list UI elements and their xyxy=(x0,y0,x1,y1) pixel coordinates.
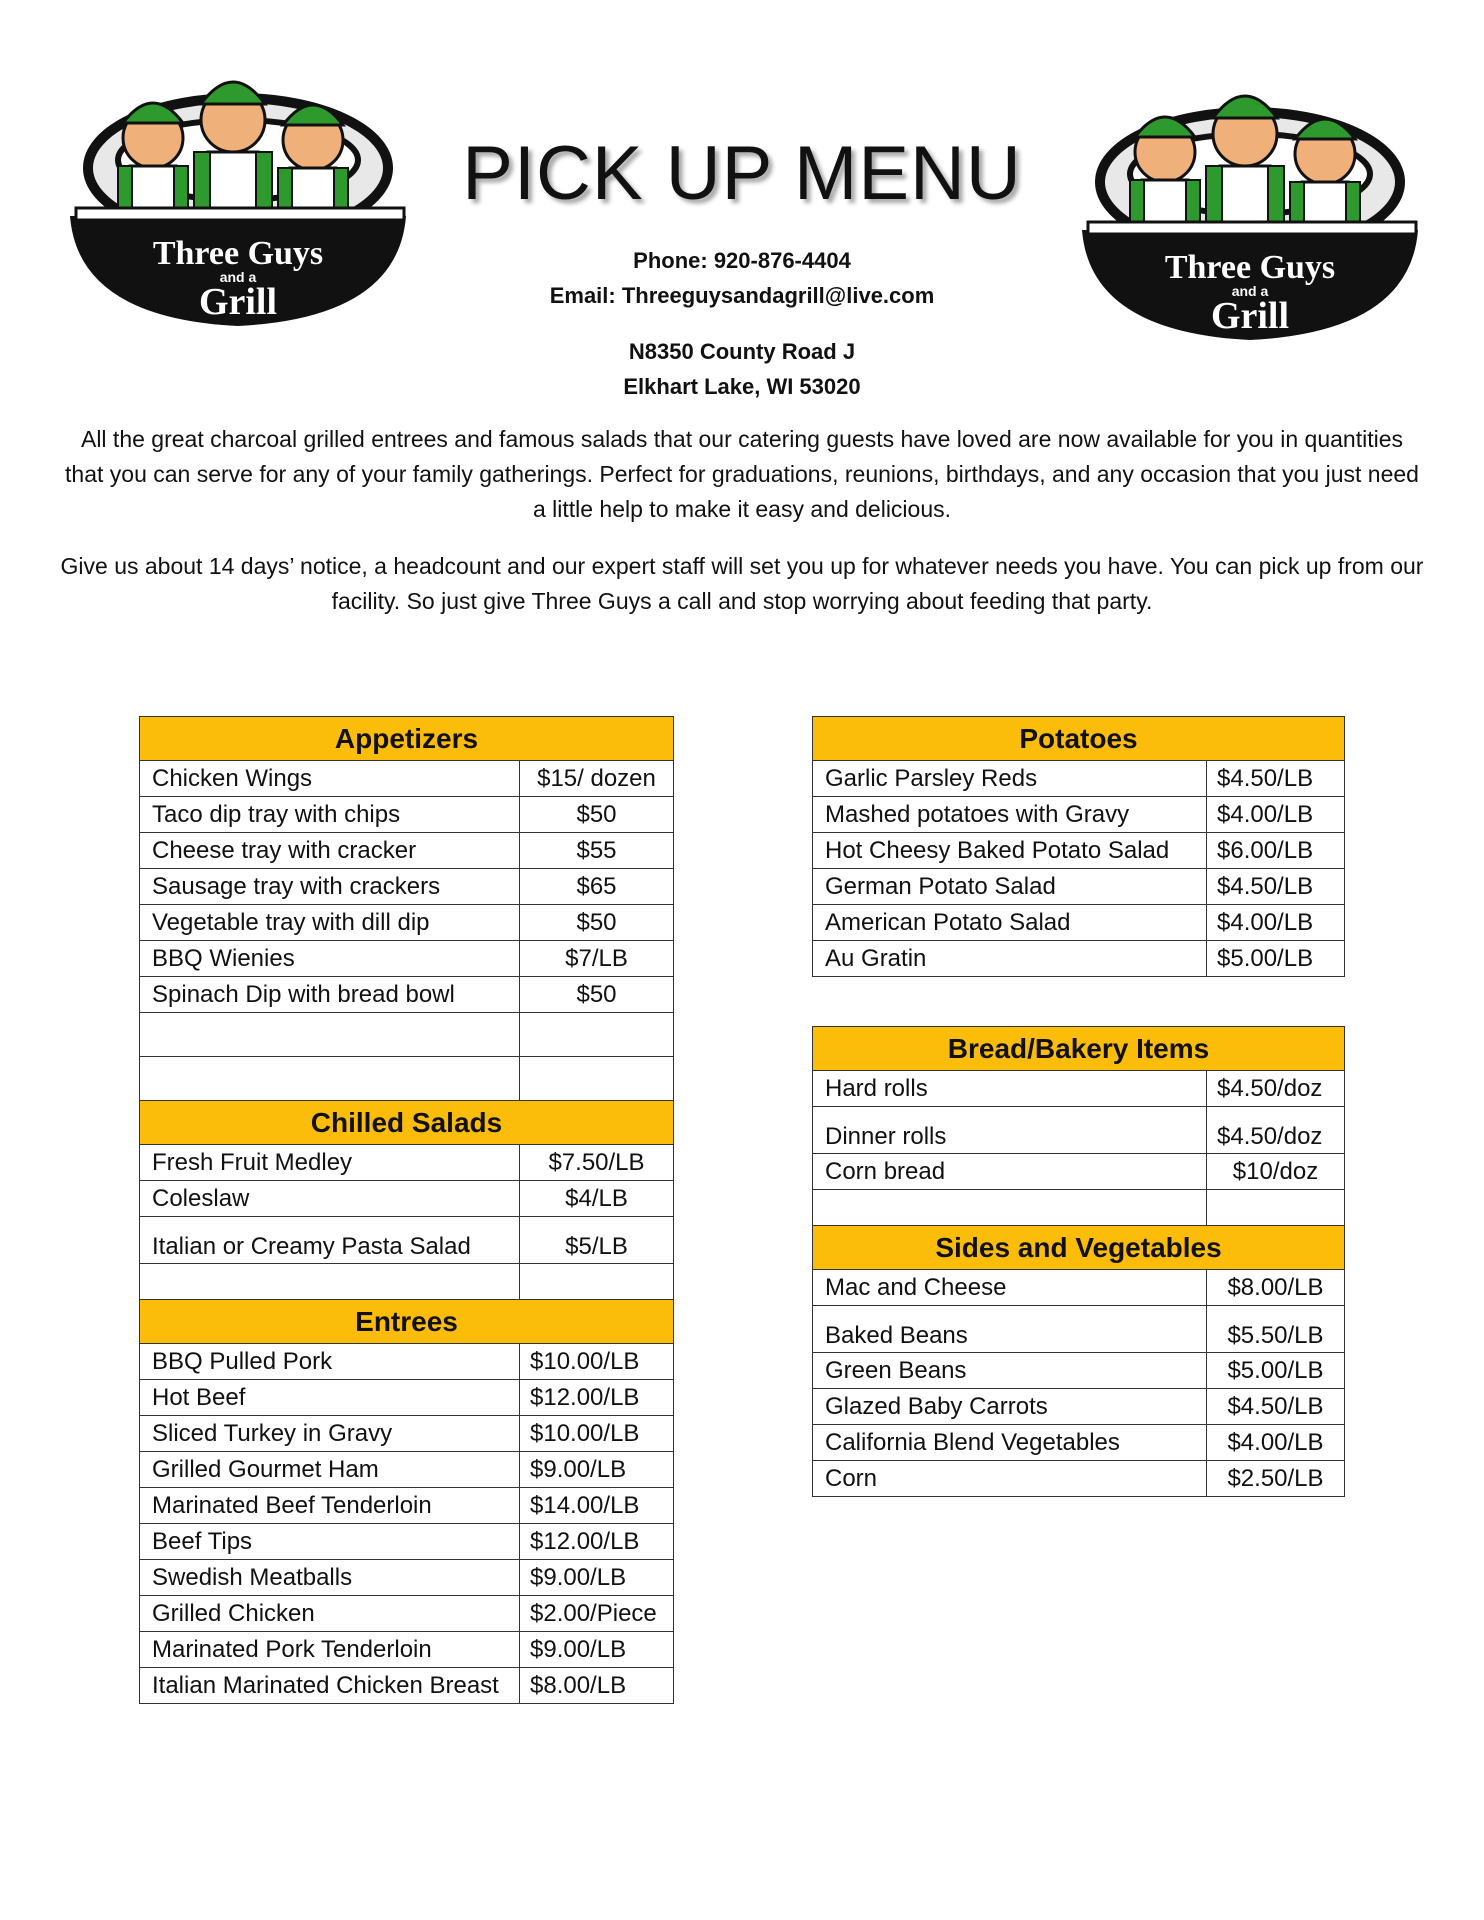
item-price: $12.00/LB xyxy=(520,1524,674,1560)
section-heading-entrees: Entrees xyxy=(140,1300,674,1344)
item-name: Swedish Meatballs xyxy=(140,1560,520,1596)
item-price: $15/ dozen xyxy=(520,761,674,797)
item-price: $6.00/LB xyxy=(1207,833,1345,869)
item-price: $8.00/LB xyxy=(1207,1270,1345,1306)
menu-row xyxy=(813,869,1345,905)
menu-row xyxy=(140,1668,674,1704)
item-price: $4.50/doz xyxy=(1207,1107,1345,1154)
item-price: $10.00/LB xyxy=(520,1344,674,1380)
item-name: Vegetable tray with dill dip xyxy=(140,905,520,941)
menu-row xyxy=(813,905,1345,941)
item-price: $4.00/LB xyxy=(1207,905,1345,941)
menu-row xyxy=(813,1306,1345,1353)
item-name: Marinated Beef Tenderloin xyxy=(140,1488,520,1524)
menu-table-bread-sides xyxy=(812,1026,1345,1497)
address-line-1: N8350 County Road J xyxy=(628,339,856,364)
menu-row xyxy=(140,1380,674,1416)
item-name: Au Gratin xyxy=(813,941,1207,977)
menu-row xyxy=(813,1425,1345,1461)
empty-row xyxy=(140,1264,674,1300)
menu-row xyxy=(813,797,1345,833)
menu-row xyxy=(813,1107,1345,1154)
phone-text: Phone: 920-876-4404 xyxy=(633,248,851,273)
menu-row xyxy=(140,905,674,941)
menu-row xyxy=(140,833,674,869)
menu-row xyxy=(813,1071,1345,1107)
item-name: Cheese tray with cracker xyxy=(140,833,520,869)
item-name: California Blend Vegetables xyxy=(813,1425,1207,1461)
section-heading-appetizers: Appetizers xyxy=(140,717,674,761)
empty-row xyxy=(140,1013,674,1057)
address-line-2: Elkhart Lake, WI 53020 xyxy=(623,374,861,399)
menu-row xyxy=(140,1145,674,1181)
item-name: BBQ Wienies xyxy=(140,941,520,977)
item-name: Hard rolls xyxy=(813,1071,1207,1107)
item-name: Mashed potatoes with Gravy xyxy=(813,797,1207,833)
item-name: American Potato Salad xyxy=(813,905,1207,941)
item-price: $5.00/LB xyxy=(1207,941,1345,977)
item-name: Taco dip tray with chips xyxy=(140,797,520,833)
item-name: Sliced Turkey in Gravy xyxy=(140,1416,520,1452)
item-price: $4.00/LB xyxy=(1207,797,1345,833)
menu-row xyxy=(140,1416,674,1452)
menu-row xyxy=(140,1181,674,1217)
item-name: Glazed Baby Carrots xyxy=(813,1389,1207,1425)
menu-row xyxy=(140,1596,674,1632)
item-name: Italian or Creamy Pasta Salad xyxy=(140,1217,520,1264)
item-price: $8.00/LB xyxy=(520,1668,674,1704)
menu-row xyxy=(813,1270,1345,1306)
item-name: Corn xyxy=(813,1461,1207,1497)
item-name: Garlic Parsley Reds xyxy=(813,761,1207,797)
item-price: $5/LB xyxy=(520,1217,674,1264)
menu-row xyxy=(140,1452,674,1488)
item-price: $7/LB xyxy=(520,941,674,977)
email-text: Email: Threeguysandagrill@live.com xyxy=(549,283,935,308)
item-name: Beef Tips xyxy=(140,1524,520,1560)
logo-text: Three Guys xyxy=(152,235,324,272)
menu-row xyxy=(140,1217,674,1264)
item-name: BBQ Pulled Pork xyxy=(140,1344,520,1380)
menu-row xyxy=(813,1389,1345,1425)
item-name: Spinach Dip with bread bowl xyxy=(140,977,520,1013)
item-price: $65 xyxy=(520,869,674,905)
item-name: Sausage tray with crackers xyxy=(140,869,520,905)
logo-text: and a xyxy=(219,269,257,285)
item-price: $9.00/LB xyxy=(520,1632,674,1668)
menu-row xyxy=(813,1154,1345,1190)
item-price: $50 xyxy=(520,977,674,1013)
menu-row xyxy=(140,1560,674,1596)
page-title: PICK UP MENU xyxy=(462,131,1022,216)
item-name: Dinner rolls xyxy=(813,1107,1207,1154)
item-price: $4.50/LB xyxy=(1207,869,1345,905)
item-name: Grilled Gourmet Ham xyxy=(140,1452,520,1488)
menu-row xyxy=(813,833,1345,869)
menu-row xyxy=(140,1488,674,1524)
menu-table-left xyxy=(139,716,674,1704)
item-name: Hot Cheesy Baked Potato Salad xyxy=(813,833,1207,869)
item-name: Coleslaw xyxy=(140,1181,520,1217)
item-price: $50 xyxy=(520,905,674,941)
menu-table-potatoes xyxy=(812,716,1345,977)
logo-text: Grill xyxy=(1210,295,1290,337)
logo-text: and a xyxy=(1231,283,1269,299)
item-price: $4/LB xyxy=(520,1181,674,1217)
section-heading-sides: Sides and Vegetables xyxy=(813,1226,1345,1270)
item-price: $12.00/LB xyxy=(520,1380,674,1416)
item-name: Corn bread xyxy=(813,1154,1207,1190)
item-price: $4.00/LB xyxy=(1207,1425,1345,1461)
section-heading-chilled-salads: Chilled Salads xyxy=(140,1101,674,1145)
item-price: $9.00/LB xyxy=(520,1560,674,1596)
section-heading-bread: Bread/Bakery Items xyxy=(813,1027,1345,1071)
item-name: Green Beans xyxy=(813,1353,1207,1389)
item-price: $4.50/LB xyxy=(1207,761,1345,797)
item-name: Baked Beans xyxy=(813,1306,1207,1353)
item-price: $7.50/LB xyxy=(520,1145,674,1181)
item-name: Chicken Wings xyxy=(140,761,520,797)
notice-paragraph: Give us about 14 days’ notice, a headcount and our expert staff will set you up for whatever needs you have. You can pick up from our facility. So just give Three Guys a call and stop worrying about feeding that party. xyxy=(60,553,1424,614)
item-price: $2.50/LB xyxy=(1207,1461,1345,1497)
menu-row xyxy=(140,1524,674,1560)
menu-row xyxy=(140,977,674,1013)
menu-row xyxy=(813,761,1345,797)
menu-row xyxy=(813,1353,1345,1389)
item-price: $4.50/LB xyxy=(1207,1389,1345,1425)
logo-text: Grill xyxy=(198,281,278,323)
menu-row xyxy=(140,1632,674,1668)
item-price: $5.00/LB xyxy=(1207,1353,1345,1389)
logo-text: Three Guys xyxy=(1164,249,1336,286)
item-name: Italian Marinated Chicken Breast xyxy=(140,1668,520,1704)
item-price: $14.00/LB xyxy=(520,1488,674,1524)
section-heading-potatoes: Potatoes xyxy=(813,717,1345,761)
menu-row xyxy=(813,1461,1345,1497)
item-name: Hot Beef xyxy=(140,1380,520,1416)
address-block xyxy=(0,334,1484,404)
item-price: $2.00/Piece xyxy=(520,1596,674,1632)
item-price: $10.00/LB xyxy=(520,1416,674,1452)
item-price: $50 xyxy=(520,797,674,833)
menu-row xyxy=(140,761,674,797)
item-name: Grilled Chicken xyxy=(140,1596,520,1632)
menu-row xyxy=(140,941,674,977)
item-name: German Potato Salad xyxy=(813,869,1207,905)
item-name: Marinated Pork Tenderloin xyxy=(140,1632,520,1668)
menu-row xyxy=(140,869,674,905)
item-price: $5.50/LB xyxy=(1207,1306,1345,1353)
item-price: $9.00/LB xyxy=(520,1452,674,1488)
item-price: $10/doz xyxy=(1207,1154,1345,1190)
empty-row xyxy=(140,1057,674,1101)
contact-block xyxy=(0,243,1484,313)
empty-row xyxy=(813,1190,1345,1226)
item-price: $55 xyxy=(520,833,674,869)
menu-row xyxy=(140,797,674,833)
menu-row xyxy=(813,941,1345,977)
item-price: $4.50/doz xyxy=(1207,1071,1345,1107)
intro-paragraph: All the great charcoal grilled entrees and famous salads that our catering guests have loved are now available for you in quantities that you can serve for any of your family gatherings. Perfect for graduations, reunions, birthdays, and any occasion that you just need a little help to make it easy and delicious. xyxy=(65,426,1419,522)
item-name: Fresh Fruit Medley xyxy=(140,1145,520,1181)
menu-row xyxy=(140,1344,674,1380)
item-name: Mac and Cheese xyxy=(813,1270,1207,1306)
